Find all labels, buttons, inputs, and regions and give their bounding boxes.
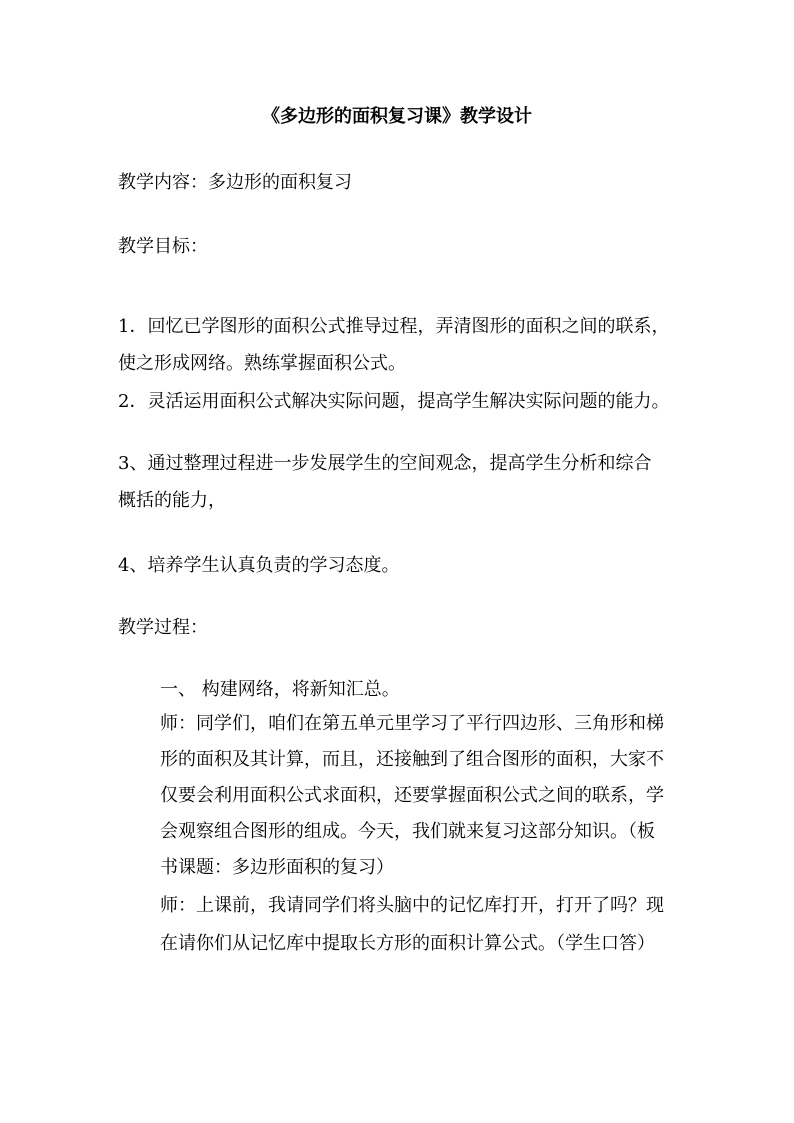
teacher-paragraph-1-line-4: 会观察组合图形的组成。今天，我们就来复习这部分知识。（板 <box>160 821 655 842</box>
objective-1-line-2: 使之形成网络。熟练掌握面积公式。 <box>118 353 406 374</box>
document-title: 《多边形的面积复习课》教学设计 <box>262 106 532 127</box>
objective-3-line-2: 概括的能力， <box>118 490 226 511</box>
objective-3 <box>118 446 678 519</box>
teacher-paragraph-1-line-2: 形的面积及其计算，而且，还接触到了组合图形的面积，大家不 <box>160 749 664 770</box>
objective-2: 2．灵活运用面积公式解决实际问题，提高学生解决实际问题的能力。 <box>118 391 670 412</box>
teacher-paragraph-1-line-5: 书课题：多边形面积的复习） <box>160 857 394 878</box>
objectives-heading: 教学目标： <box>118 236 208 257</box>
teacher-paragraph-1 <box>160 706 700 886</box>
teacher-paragraph-2 <box>160 888 700 962</box>
objective-3-line-1: 3、通过整理过程进一步发展学生的空间观念，提高学生分析和综合 <box>118 453 652 474</box>
teacher-paragraph-1-line-1: 师：同学们，咱们在第五单元里学习了平行四边形、三角形和梯 <box>160 713 664 734</box>
objective-1-line-1: 1．回忆已学图形的面积公式推导过程，弄清图形的面积之间的联系， <box>118 316 670 337</box>
objective-1 <box>118 309 678 382</box>
teacher-paragraph-2-line-1: 师：上课前，我请同学们将头脑中的记忆库打开，打开了吗？现 <box>160 895 664 916</box>
section-1-heading: 一、 构建网络，将新知汇总。 <box>160 679 400 700</box>
objective-4: 4、培养学生认真负责的学习态度。 <box>118 555 400 576</box>
teaching-content-line: 教学内容：多边形的面积复习 <box>118 172 352 193</box>
teacher-paragraph-2-line-2: 在请你们从记忆库中提取长方形的面积计算公式。（学生口答） <box>160 933 655 954</box>
teacher-paragraph-1-line-3: 仅要会利用面积公式求面积，还要掌握面积公式之间的联系，学 <box>160 785 664 806</box>
process-heading: 教学过程： <box>118 617 208 638</box>
